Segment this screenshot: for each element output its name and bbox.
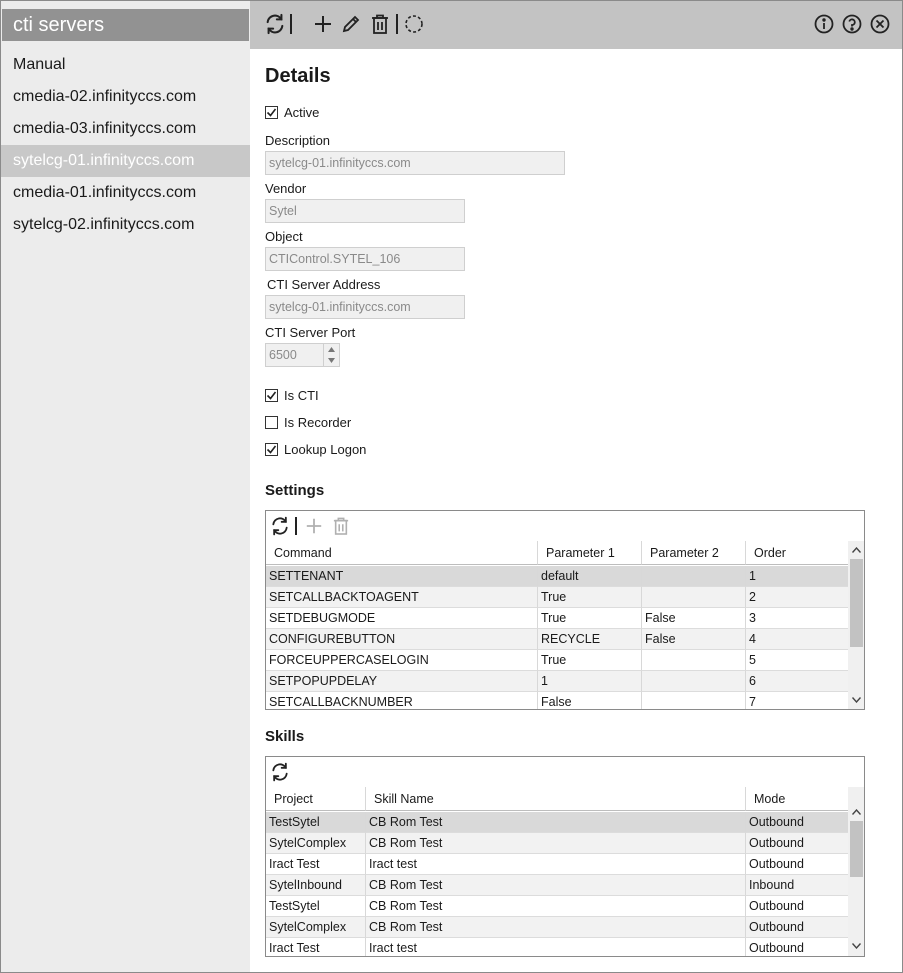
settings-toolbar <box>266 511 864 541</box>
table-row[interactable] <box>266 854 849 875</box>
table-cell: Iract Test <box>266 938 366 957</box>
toolbar-separator <box>290 14 292 34</box>
skills-body <box>266 812 849 957</box>
table-cell <box>642 692 746 710</box>
table-cell <box>642 566 746 587</box>
loading-icon[interactable] <box>402 12 426 36</box>
table-cell: 4 <box>746 629 849 650</box>
lookup-logon-checkbox[interactable] <box>265 443 278 456</box>
address-field[interactable]: sytelcg-01.infinityccs.com <box>265 295 465 319</box>
table-cell: Outbound <box>746 812 849 833</box>
active-checkbox-row[interactable] <box>265 103 319 121</box>
table-cell: SytelComplex <box>266 917 366 938</box>
table-cell: True <box>538 650 642 671</box>
table-cell: Outbound <box>746 896 849 917</box>
table-cell <box>642 587 746 608</box>
is-recorder-checkbox[interactable] <box>265 416 278 429</box>
toolbar <box>250 1 902 49</box>
port-value: 6500 <box>269 348 297 362</box>
scroll-up-icon[interactable] <box>848 805 864 819</box>
table-cell: TestSytel <box>266 812 366 833</box>
sidebar-item[interactable]: cmedia-01.infinityccs.com <box>13 184 197 201</box>
table-cell: SytelComplex <box>266 833 366 854</box>
table-cell: True <box>538 608 642 629</box>
table-cell: Outbound <box>746 938 849 957</box>
table-cell: CB Rom Test <box>366 833 746 854</box>
column-header[interactable]: Command <box>266 541 538 565</box>
server-list <box>1 49 250 241</box>
table-cell: 5 <box>746 650 849 671</box>
column-header[interactable]: Mode <box>746 787 849 811</box>
scroll-thumb[interactable] <box>850 821 863 877</box>
table-cell: CB Rom Test <box>366 812 746 833</box>
table-cell: Inbound <box>746 875 849 896</box>
table-cell <box>642 671 746 692</box>
settings-heading: Settings <box>265 482 325 499</box>
table-cell: Iract test <box>366 854 746 875</box>
address-label: CTI Server Address <box>267 277 381 292</box>
table-row[interactable] <box>266 566 849 587</box>
details-heading: Details <box>265 65 331 87</box>
scroll-up-icon[interactable] <box>848 543 864 557</box>
table-row[interactable] <box>266 650 849 671</box>
refresh-icon[interactable] <box>269 515 291 537</box>
edit-icon[interactable] <box>339 12 363 36</box>
table-cell: 3 <box>746 608 849 629</box>
table-cell: RECYCLE <box>538 629 642 650</box>
table-cell: 7 <box>746 692 849 710</box>
toolbar-separator <box>295 517 297 535</box>
active-checkbox[interactable] <box>265 106 278 119</box>
column-header[interactable]: Order <box>746 541 849 565</box>
table-row[interactable] <box>266 671 849 692</box>
table-cell: False <box>538 692 642 710</box>
vendor-field[interactable]: Sytel <box>265 199 465 223</box>
settings-grid <box>265 510 865 710</box>
table-cell: False <box>642 608 746 629</box>
lookup-logon-checkbox-row[interactable] <box>265 440 366 458</box>
is-cti-checkbox-row[interactable] <box>265 386 319 404</box>
table-cell <box>642 650 746 671</box>
skills-header <box>266 787 849 811</box>
table-cell: SytelInbound <box>266 875 366 896</box>
table-row[interactable] <box>266 875 849 896</box>
table-cell: SETCALLBACKTOAGENT <box>266 587 538 608</box>
table-cell: TestSytel <box>266 896 366 917</box>
details-panel <box>250 49 902 972</box>
table-cell: Iract Test <box>266 854 366 875</box>
is-recorder-label: Is Recorder <box>284 414 352 430</box>
table-cell: 1 <box>746 566 849 587</box>
sidebar-item[interactable]: Manual <box>13 56 66 73</box>
table-row[interactable] <box>266 938 849 957</box>
table-row[interactable] <box>266 608 849 629</box>
sidebar-item[interactable]: sytelcg-02.infinityccs.com <box>13 216 195 233</box>
table-cell: Outbound <box>746 917 849 938</box>
delete-icon[interactable] <box>368 12 392 36</box>
stepper-up-icon[interactable] <box>324 344 339 355</box>
is-cti-label: Is CTI <box>284 387 319 403</box>
table-cell: 6 <box>746 671 849 692</box>
table-row[interactable] <box>266 692 849 710</box>
table-cell: SETCALLBACKNUMBER <box>266 692 538 710</box>
is-cti-checkbox[interactable] <box>265 389 278 402</box>
column-header[interactable]: Project <box>266 787 366 811</box>
stepper-down-icon[interactable] <box>324 355 339 366</box>
delete-icon[interactable] <box>330 515 352 537</box>
sidebar <box>1 1 250 972</box>
table-cell: Iract test <box>366 938 746 957</box>
table-cell: default <box>538 566 642 587</box>
skills-toolbar <box>266 757 864 787</box>
sidebar-item[interactable]: cmedia-02.infinityccs.com <box>13 88 197 105</box>
scroll-thumb[interactable] <box>850 559 863 647</box>
table-cell: False <box>642 629 746 650</box>
sidebar-item[interactable]: cmedia-03.infinityccs.com <box>13 120 197 137</box>
settings-body <box>266 566 849 710</box>
active-label: Active <box>284 104 320 120</box>
table-cell: CONFIGUREBUTTON <box>266 629 538 650</box>
table-cell: CB Rom Test <box>366 875 746 896</box>
description-field[interactable]: sytelcg-01.infinityccs.com <box>265 151 565 175</box>
table-cell: Outbound <box>746 854 849 875</box>
port-stepper[interactable] <box>265 343 340 367</box>
sidebar-title: cti servers <box>2 9 249 41</box>
port-stepper-buttons <box>323 344 339 366</box>
lookup-logon-label: Lookup Logon <box>284 441 367 457</box>
scroll-down-icon[interactable] <box>848 693 864 707</box>
settings-header <box>266 541 849 565</box>
skills-scrollbar[interactable] <box>848 787 864 956</box>
table-cell: 2 <box>746 587 849 608</box>
vendor-label: Vendor <box>265 181 307 196</box>
info-icon[interactable] <box>812 12 836 36</box>
help-icon[interactable] <box>840 12 864 36</box>
port-label: CTI Server Port <box>265 325 356 340</box>
is-recorder-checkbox-row[interactable] <box>265 413 351 431</box>
table-row[interactable] <box>266 587 849 608</box>
refresh-icon[interactable] <box>263 12 287 36</box>
table-cell: SETDEBUGMODE <box>266 608 538 629</box>
table-cell: CB Rom Test <box>366 896 746 917</box>
object-label: Object <box>265 229 303 244</box>
table-cell: CB Rom Test <box>366 917 746 938</box>
table-row[interactable] <box>266 833 849 854</box>
refresh-icon[interactable] <box>269 761 291 783</box>
sidebar-item[interactable]: sytelcg-01.infinityccs.com <box>1 145 250 177</box>
table-cell: SETPOPUPDELAY <box>266 671 538 692</box>
column-header[interactable]: Parameter 1 <box>538 541 642 565</box>
close-icon[interactable] <box>868 12 892 36</box>
table-cell: SETTENANT <box>266 566 538 587</box>
table-row[interactable] <box>266 629 849 650</box>
scroll-down-icon[interactable] <box>848 939 864 953</box>
skills-heading: Skills <box>265 728 305 745</box>
settings-scrollbar[interactable] <box>848 541 864 709</box>
table-cell: Outbound <box>746 833 849 854</box>
skills-grid <box>265 756 865 957</box>
column-header[interactable]: Skill Name <box>366 787 746 811</box>
add-icon[interactable] <box>303 515 325 537</box>
table-cell: FORCEUPPERCASELOGIN <box>266 650 538 671</box>
object-field[interactable]: CTIControl.SYTEL_106 <box>265 247 465 271</box>
toolbar-separator <box>396 14 398 34</box>
table-cell: True <box>538 587 642 608</box>
description-label: Description <box>265 133 331 148</box>
column-header[interactable]: Parameter 2 <box>642 541 746 565</box>
table-cell: 1 <box>538 671 642 692</box>
table-row[interactable] <box>266 917 849 938</box>
table-row[interactable] <box>266 812 849 833</box>
table-row[interactable] <box>266 896 849 917</box>
add-icon[interactable] <box>311 12 335 36</box>
